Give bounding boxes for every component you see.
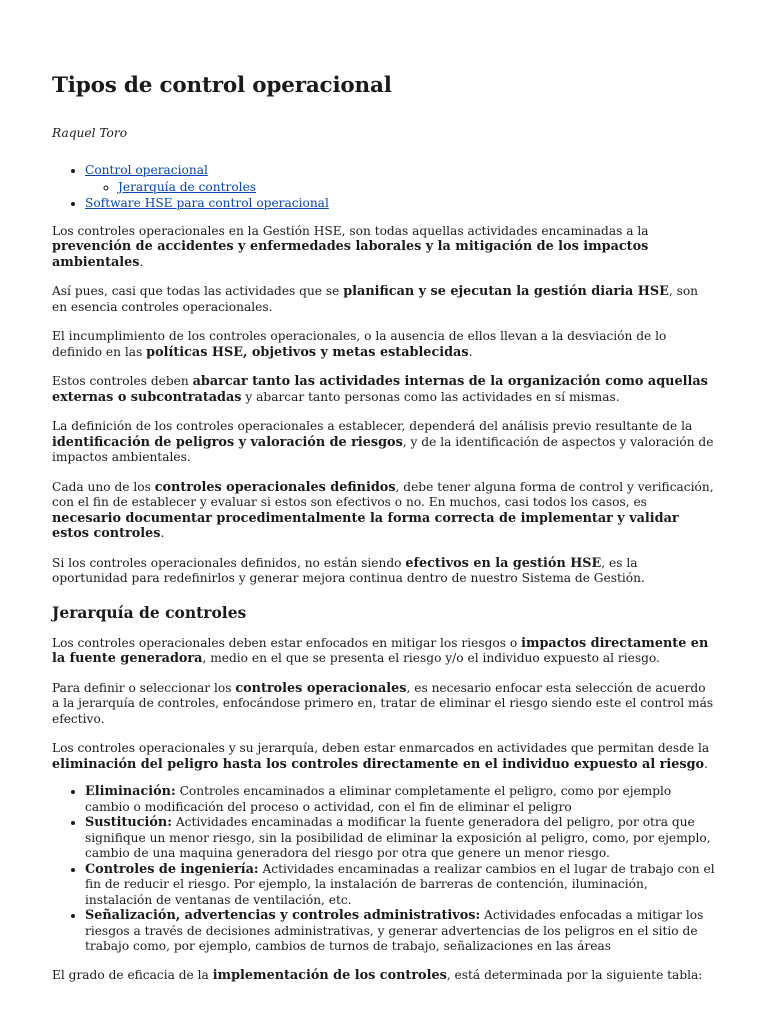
bold-text: necesario documentar procedimentalmente la forma correcta de implementar y validar estos controles — [52, 510, 679, 541]
text-run: , son en esencia controles operacionales. — [52, 284, 699, 314]
bold-text: controles operacionales — [235, 680, 407, 696]
section2-paragraph-1 — [52, 636, 716, 667]
text-run: . — [704, 756, 708, 771]
text-run: Los controles operacionales en la Gestión HSE, son todas aquellas actividades encaminadas a la — [52, 223, 649, 238]
text-run: , medio en el que se presenta el riesgo y/o el individuo expuesto al riesgo. — [202, 651, 660, 665]
text-run: Cada uno de los — [52, 479, 155, 494]
paragraph-7 — [52, 556, 716, 587]
bullet-term: Eliminación: — [85, 784, 176, 799]
list-item — [85, 784, 716, 815]
text-run: Estos controles deben — [52, 374, 193, 388]
bold-text: controles operacionales definidos — [154, 479, 396, 495]
section2-paragraph-2 — [52, 681, 716, 728]
text-run: , debe tener alguna forma de control y verificación, con el fin de establecer y evaluar si estos son efectivos o no. En muchos, casi todos los casos, es — [52, 479, 714, 509]
text-run: Los controles operacionales deben estar enfocados en mitigar los riesgos o — [52, 635, 522, 650]
bold-text: eliminación del peligro hasta los controles directamente en el individuo expuesto al riesgo — [52, 756, 705, 772]
text-run: Así pues, casi que todas las actividades que se — [52, 284, 344, 298]
paragraph-4 — [52, 374, 716, 405]
bullet-text: Actividades enfocadas a mitigar los riesgos a través de decisiones administrativas, y generar advertencias de los peligros en el sitio de trabajo como, por ejemplo, cambios de turnos de trabajo, señalizaciones en las áreas — [85, 908, 704, 953]
table-of-contents — [52, 162, 716, 212]
toc-link-software-hse[interactable]: Software HSE para control operacional — [85, 196, 329, 210]
toc-subitem — [118, 179, 716, 196]
text-run: , es la oportunidad para redefinirlos y generar mejora continua dentro de nuestro Sistema de Gestión. — [52, 555, 645, 585]
toc-item — [85, 195, 716, 212]
toc-link-control-operacional[interactable]: Control operacional — [85, 163, 208, 177]
bold-text: prevención de accidentes y enfermedades laborales y la mitigación de los impactos ambientales — [52, 239, 649, 270]
article-title: Tipos de control operacional — [52, 73, 392, 98]
list-item — [85, 908, 716, 955]
text-run: . — [468, 344, 473, 359]
bullet-term: Señalización, advertencias y controles administrativos: — [85, 908, 481, 923]
paragraph-2 — [52, 284, 716, 315]
bold-text: implementación de los controles — [212, 967, 447, 983]
bullet-term: Controles de ingeniería: — [85, 861, 259, 877]
list-item — [85, 862, 716, 909]
bold-text: planifican y se ejecutan la gestión diaria HSE — [343, 284, 669, 299]
section2-final-paragraph — [52, 968, 716, 984]
text-run: , está determinada por la siguiente tabla: — [446, 967, 703, 982]
bold-text: efectivos en la gestión HSE — [405, 555, 602, 571]
paragraph-1 — [52, 224, 716, 271]
section2-paragraph-3 — [52, 741, 716, 772]
text-run: El grado de eficacia de la — [52, 967, 213, 982]
toc-item — [85, 162, 716, 195]
bold-text: impactos directamente en la fuente generadora — [52, 635, 709, 666]
text-run: . — [139, 254, 144, 269]
toc-link-jerarquia[interactable]: Jerarquía de controles — [118, 179, 257, 194]
bold-text: identificación de peligros y valoración de riesgos — [52, 434, 403, 450]
text-run: , y de la identificación de aspectos y valoración de impactos ambientales. — [52, 434, 714, 464]
bold-text: políticas HSE, objetivos y metas establecidas — [146, 344, 469, 360]
text-run: Los controles operacionales y su jerarquía, deben estar enmarcados en actividades que permitan desde la — [52, 741, 710, 755]
paragraph-6 — [52, 480, 716, 542]
author-name: Raquel Toro — [52, 126, 128, 140]
text-run: Si los controles operacionales definidos, no están siendo — [52, 555, 406, 570]
toc-sublist — [85, 179, 716, 196]
text-run: El incumplimiento de los controles operacionales, o la ausencia de ellos llevan a la desviación de lo definido en las — [52, 329, 667, 359]
bold-text: abarcar tanto las actividades internas de la organización como aquellas externas o subcontratadas — [52, 374, 708, 405]
text-run: La definición de los controles operacionales a establecer, dependerá del análisis previo resultante de la — [52, 419, 693, 433]
paragraph-5 — [52, 419, 716, 466]
section-heading-jerarquia: Jerarquía de controles — [52, 602, 247, 622]
bullet-text: Actividades encaminadas a modificar la fuente generadora del peligro, por otra que signifique un menor riesgo, sin la posibilidad de eliminar la exposición al peligro, como, por ejemplo, cambio de una maquina generadora del riesgo por otra que genere un menor riesgo. — [85, 815, 711, 860]
text-run: , es necesario enfocar esta selección de acuerdo a la jerarquía de controles, enfocándose primero en, tratar de eliminar el riesgo siendo este el control más efectivo. — [52, 680, 714, 726]
text-run: . — [160, 526, 165, 540]
text-run: Para definir o seleccionar los — [52, 680, 236, 695]
bullet-text: Controles encaminados a eliminar completamente el peligro, como por ejemplo cambio o modificación del proceso o actividad, con el fin de eliminar el peligro — [85, 784, 672, 814]
bullet-text: Actividades encaminadas a realizar cambios en el lugar de trabajo con el fin de reducir el riesgo. Por ejemplo, la instalación de barreras de contención, iluminación, instalación de ventanas de ventilación, etc. — [85, 861, 715, 907]
list-item — [85, 815, 716, 862]
control-hierarchy-list — [52, 784, 716, 955]
text-run: y abarcar tanto personas como las actividades en sí mismas. — [241, 389, 620, 404]
paragraph-3 — [52, 329, 716, 360]
bullet-term: Sustitución: — [85, 815, 172, 830]
